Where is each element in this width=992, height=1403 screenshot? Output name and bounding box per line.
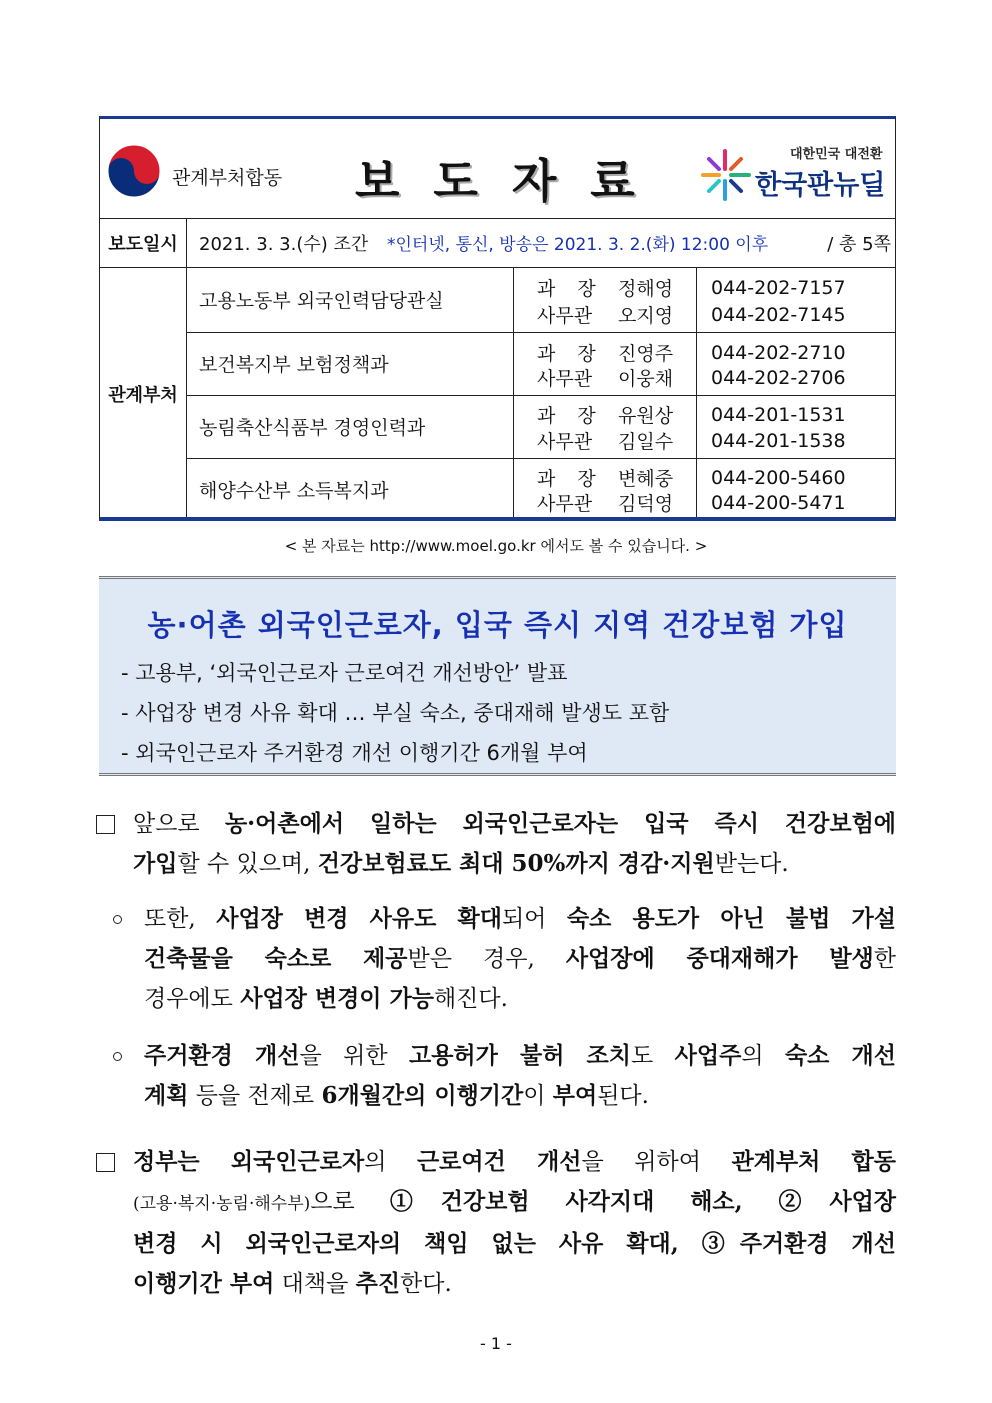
paragraph-2 [113, 899, 896, 1019]
dept-role: 사무관 [537, 431, 593, 453]
headline-sub: - 외국인근로자 주거환경 개선 이행기간 6개월 부여 [121, 741, 588, 765]
release-date: 2021. 3. 3.(수) 조간 [199, 233, 369, 255]
text-bold: 사업장 변경 사유도 확대 [216, 905, 502, 932]
text: 받는다. [714, 851, 789, 877]
paragraph-3 [113, 1036, 896, 1116]
dept-phone: 044-202-2710 [711, 341, 846, 364]
release-label: 보도일시 [108, 233, 178, 255]
text-bold: 고용허가 불허 조치 [408, 1042, 631, 1069]
checkbox-bullet-icon [96, 815, 115, 834]
dept-role: 과 장 [537, 468, 604, 490]
dept-contact-name: 진영주 [618, 343, 674, 365]
dept-role: 과 장 [537, 343, 604, 365]
text-bold: 건강보험료도 최대 50%까지 경감·지원 [317, 850, 715, 877]
dept-phone: 044-201-1531 [711, 403, 846, 426]
dept-contact-name: 이웅채 [618, 368, 674, 390]
text-bold: 숙소 개선 [784, 1042, 896, 1069]
text: 대책을 [274, 1271, 356, 1297]
dept-role: 과 장 [537, 278, 604, 300]
headline-sub: - 사업장 변경 사유 확대 … 부실 숙소, 중대재해 발생도 포함 [121, 701, 670, 725]
dept-phone: 044-202-2706 [711, 366, 846, 389]
headline-title: 농·어촌 외국인근로자, 입국 즉시 지역 건강보험 가입 [147, 608, 848, 642]
dept-name: 해양수산부 소득복지과 [199, 479, 389, 502]
circle-bullet-icon [113, 915, 122, 924]
dept-phone: 044-200-5471 [711, 491, 846, 514]
text: 도 [631, 1043, 675, 1069]
website-notice: < 본 자료는 http://www.moel.go.kr 에서도 볼 수 있습니다. > [284, 537, 708, 555]
dept-role: 사무관 [537, 493, 593, 515]
text-bold: 사업장 변경이 가능 [240, 985, 434, 1012]
text: 을 위한 [299, 1043, 409, 1069]
text-bold: 6개월간의 이행기간 [321, 1082, 524, 1109]
dept-role: 과 장 [537, 405, 604, 427]
text-bold: 농·어촌에서 일하는 외국인근로자는 입국 즉시 건강보험에 [224, 810, 897, 837]
text-bold: 부여 [552, 1082, 598, 1109]
dept-contact-name: 김덕영 [618, 493, 674, 515]
text: 해진다. [433, 986, 508, 1012]
departments-label: 관계부처 [108, 384, 178, 406]
text-bold: 사업장에 중대재해가 발생 [565, 945, 874, 972]
dept-contact-name: 변혜중 [618, 468, 674, 490]
text: 의 [364, 1149, 417, 1175]
circle-bullet-icon [113, 1052, 122, 1061]
text: 한 [873, 946, 896, 972]
text: 받은 경우, [407, 946, 566, 972]
text: 한다. [400, 1271, 452, 1297]
dept-name: 보건복지부 보험정책과 [199, 354, 389, 376]
headline-box [99, 576, 896, 776]
dept-name: 고용노동부 외국인력담당관실 [199, 290, 444, 312]
text-bold: 관계부처 합동 [731, 1148, 896, 1175]
headline-sub: - 고용부, ‘외국인근로자 근로여건 개선방안’ 발표 [121, 661, 568, 685]
dept-phone: 044-201-1538 [711, 429, 846, 452]
text-bold: 근로여건 개선 [416, 1148, 582, 1175]
dept-name: 농림축산식품부 경영인력과 [199, 417, 426, 439]
brand-name: 한국판뉴딜 [755, 170, 886, 201]
page-number: - 1 - [480, 1334, 512, 1353]
text-bold: 건축물을 숙소로 제공 [144, 945, 408, 972]
text-bold: 추진 [355, 1270, 401, 1297]
release-note: *인터넷, 통신, 방송은 2021. 3. 2.(화) 12:00 이후 [387, 235, 769, 255]
text: 앞으로 [133, 811, 225, 837]
text: 으로 [310, 1189, 390, 1215]
text-bold: 변경 시 외국인근로자의 책임 없는 사유 확대, ③주거환경 개선 [133, 1230, 896, 1257]
text-bold: 외국인근로자 [230, 1148, 365, 1175]
paragraph-1 [96, 804, 896, 884]
dept-contact-name: 정해영 [618, 278, 674, 300]
text-bold: 가입 [133, 850, 178, 877]
text: 할 수 있으며, [177, 851, 318, 877]
text: 되어 [501, 906, 567, 932]
page-title: 보도자료 [355, 154, 669, 208]
text: 등을 전제로 [188, 1083, 322, 1109]
text: 을 위하여 [581, 1149, 732, 1175]
new-deal-logo-icon [697, 147, 753, 203]
dept-phone: 044-202-7157 [711, 276, 846, 299]
text-bold: 주거환경 개선 [144, 1042, 300, 1069]
text: 이 [523, 1083, 553, 1109]
text-bold: 정부는 [133, 1148, 231, 1175]
checkbox-bullet-icon [96, 1153, 115, 1172]
text-bold: 숙소 용도가 아닌 불법 가설 [566, 905, 896, 932]
text-bold: 이행기간 부여 [133, 1270, 275, 1297]
text-bold: 계획 [144, 1082, 189, 1109]
header-table [99, 116, 896, 521]
dept-role: 사무관 [537, 368, 593, 390]
text: 의 [741, 1043, 785, 1069]
dept-role: 사무관 [537, 305, 593, 327]
dept-phone: 044-200-5460 [711, 466, 846, 489]
government-logo-icon [106, 143, 162, 199]
dept-contact-name: 유원상 [618, 405, 674, 427]
dept-contact-name: 김일수 [618, 431, 674, 453]
paragraph-4 [96, 1142, 896, 1304]
text: 또한, [144, 906, 217, 932]
dept-phone: 044-202-7145 [711, 303, 846, 326]
text-bold: 사업주 [674, 1042, 742, 1069]
page-total: / 총 5쪽 [827, 233, 891, 255]
brand-tagline: 대한민국 대전환 [790, 147, 883, 162]
dept-contact-name: 오지영 [618, 305, 674, 327]
text: 경우에도 [144, 986, 241, 1012]
org-label: 관계부처합동 [172, 167, 283, 189]
text: 된다. [597, 1083, 649, 1109]
text-small: (고용·복지·농림·해수부) [133, 1194, 311, 1214]
text-bold: ①건강보험 사각지대 해소, ②사업장 [389, 1188, 896, 1215]
